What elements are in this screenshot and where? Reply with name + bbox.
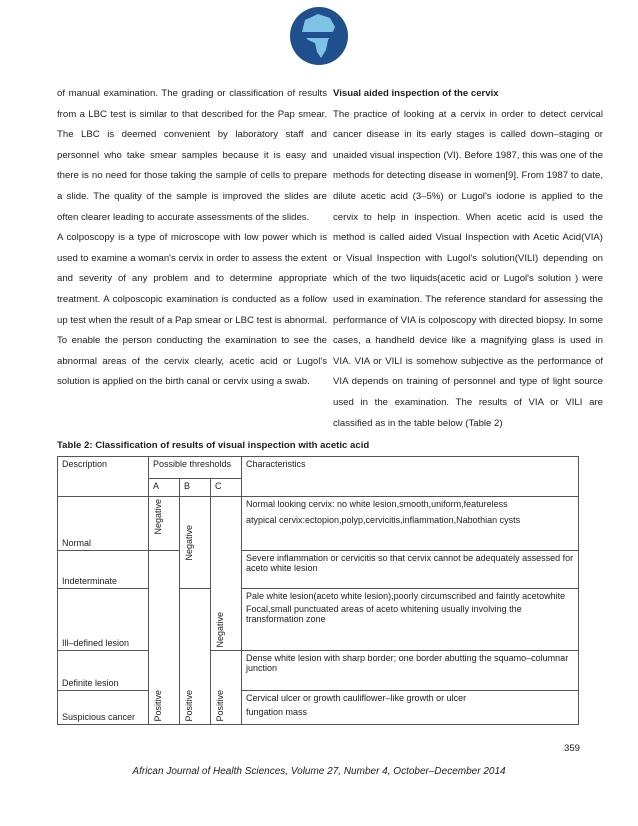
body-paragraph: A colposcopy is a type of microscope with low power which is used to examine a woman's cervix in order to assess the extent and severity of any problem and to determine appropriate treatment. A colposcopic examination is conducted as a follow up test when the result of a Pap smear or LBC test is abnormal. To enable the person conducting the examination to see the abnormal areas of the cervix clearly, acetic acid or Lugol's solution is applied on the birth canal or cervix using a swab. xyxy=(57,232,327,388)
section-heading: Visual aided inspection of the cervix xyxy=(333,88,499,99)
threshold-cell xyxy=(211,497,242,651)
header-thresholds: Possible thresholds xyxy=(149,457,242,479)
characteristics-cell: Cervical ulcer or growth cauliflower–like growth or ulcer fungation mass xyxy=(242,691,579,725)
threshold-label: Negative xyxy=(153,499,163,535)
left-column xyxy=(57,84,327,393)
row-label: Suspicious cancer xyxy=(58,691,149,725)
header-characteristics: Characteristics xyxy=(242,457,579,497)
row-label: Definite lesion xyxy=(58,651,149,691)
journal-logo-icon xyxy=(288,2,350,72)
header-c: C xyxy=(211,479,242,497)
characteristics-cell: Severe inflammation or cervicitis so that cervix cannot be adequately assessed for aceto white lesion xyxy=(242,551,579,589)
threshold-cell xyxy=(149,551,180,725)
row-label: Ill–defined lesion xyxy=(58,589,149,651)
table-caption: Table 2: Classification of results of visual inspection with acetic acid xyxy=(57,440,370,451)
threshold-label: Negative xyxy=(184,524,194,561)
page-number: 359 xyxy=(563,743,580,754)
header-b: B xyxy=(180,479,211,497)
body-paragraph: of manual examination. The grading or classification of results from a LBC test is similar to that described for the Pap smear. The LBC is deemed convenient by laboratory staff and personnel who take smear samples because it is easy and there is no need for those taking the sample of cells to prepare a slide. The quality of the sample is improved the slides are often clearer leading to accurate assessments of the slides. xyxy=(57,88,327,223)
body-paragraph: The practice of looking at a cervix in order to detect cervical cancer disease in its early stages is called down–staging or unaided visual inspection (VI). Before 1987, this was one of the methods for detecting disease in women[9]. From 1987 to date, dilute acetic acid (3–5%) or Lugol's iodone is applied to the cervix to help in inspection. When acetic acid is used the method is called aided Visual Inspection with Acetic Acid(VIA) or Visual Inspection with Lugol's solution(VILI) depending on which of the two liquids(acetic acid or Lugol's solution ) were used in examination. The reference standard for assessing the performance of VIA is colposcopy with directed biopsy. In some cases, a handheld device like a magnifying glass is used in VIA. VIA or VILI is somehow subjective as the performance of VIA depends on training of personnel and type of light source used in the examination. The results of VIA or VILI are classified as in the table below (Table 2) xyxy=(333,108,603,429)
characteristics-cell: Dense white lesion with sharp border; one border abutting the squamo–columnar junction xyxy=(242,651,579,691)
threshold-cell xyxy=(211,651,242,725)
classification-table xyxy=(57,456,579,725)
threshold-cell xyxy=(149,497,180,551)
row-label: Indeterminate xyxy=(58,551,149,589)
threshold-label: Positive xyxy=(184,690,194,722)
journal-footer: African Journal of Health Sciences, Volume 27, Number 4, October–December 2014 xyxy=(132,766,506,777)
threshold-cell xyxy=(180,589,211,725)
characteristics-cell: Pale white lesion(aceto white lesion),poorly circumscribed and faintly acetowhite Focal,small punctuated areas of aceto whitening usually involving the transformation zone xyxy=(242,589,579,651)
header-description: Description xyxy=(58,457,149,497)
threshold-label: Negative xyxy=(215,612,225,648)
threshold-label: Positive xyxy=(153,690,163,722)
characteristics-cell: Normal looking cervix: no white lesion,smooth,uniform,featureless atypical cervix:ectopion,polyp,cervicitis,inflammation,Nabothian cysts xyxy=(242,497,579,551)
threshold-label: Positive xyxy=(215,690,225,722)
row-label: Normal xyxy=(58,497,149,551)
right-column xyxy=(333,84,603,434)
header-a: A xyxy=(149,479,180,497)
threshold-cell xyxy=(180,497,211,589)
